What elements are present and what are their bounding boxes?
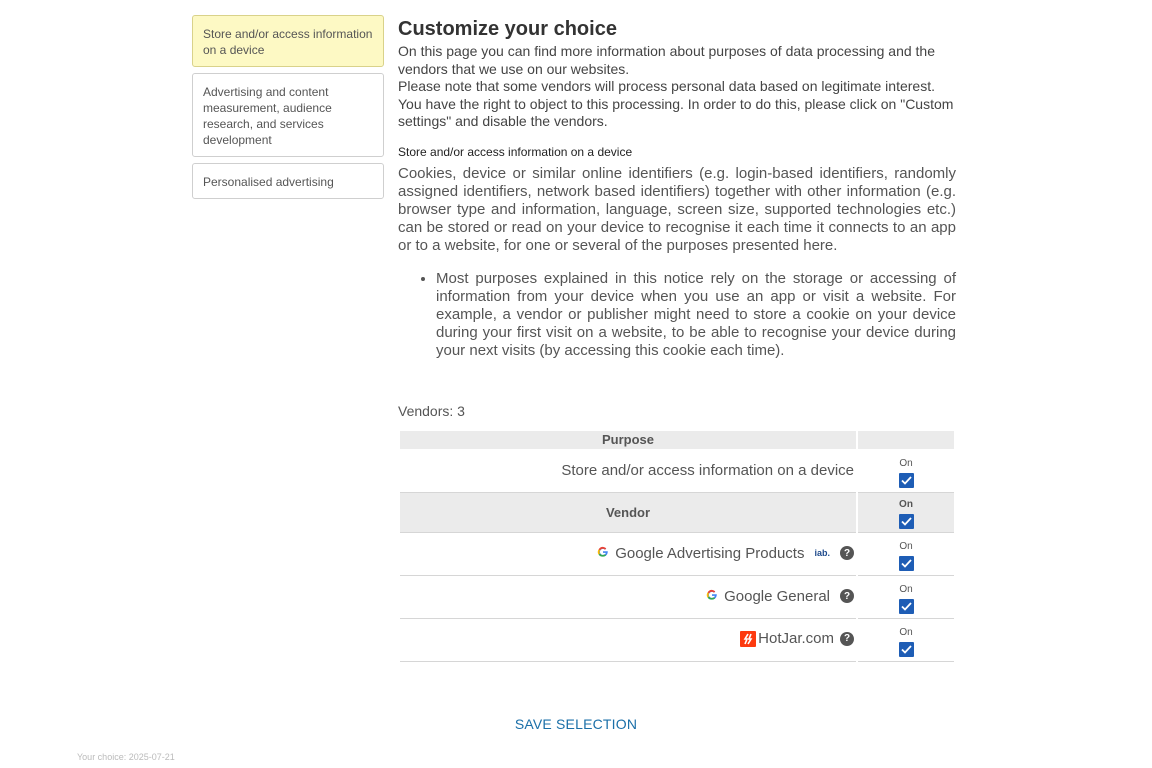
- intro-text: [398, 43, 956, 131]
- toggle-label: On: [899, 627, 913, 639]
- save-selection-button[interactable]: SAVE SELECTION: [514, 716, 638, 732]
- vendor-name: Google Advertising Products: [615, 544, 805, 562]
- purpose-toggle-cell: [858, 450, 954, 493]
- choice-date: Your choice: 2025-07-21: [77, 752, 175, 762]
- sidebar-item-label: Personalised advertising: [203, 175, 334, 189]
- vendor-toggle-all: [899, 499, 914, 529]
- checkmark-icon: [901, 476, 912, 485]
- sidebar-item-label: Store and/or access information on a device: [203, 27, 373, 57]
- purpose-checkbox[interactable]: [899, 473, 914, 488]
- purpose-bullet: • Most purposes explained in this notice rely on the storage or accessing of information from your device when you use an app or visit a website. For example, a vendor or publisher might need to store a cookie on your device during your first visit on a website, to be able to recognise your device during your next visits (by accessing this cookie each time).: [436, 270, 956, 361]
- vendor-checkbox[interactable]: [899, 556, 914, 571]
- sidebar-item-store-access[interactable]: [192, 15, 384, 67]
- vendor-toggle-all-cell: [858, 493, 954, 533]
- toggle-label: On: [899, 499, 913, 511]
- vendor-column-header: Vendor: [400, 493, 856, 533]
- toggle-column-header: [858, 431, 954, 450]
- sidebar-item-personalised-advertising[interactable]: [192, 163, 384, 199]
- vendors-count: Vendors: 3: [398, 402, 465, 419]
- toggle-label: On: [899, 584, 913, 596]
- iab-icon: iab.: [814, 548, 830, 559]
- checkmark-icon: [901, 559, 912, 568]
- vendor-name: Google General: [724, 587, 830, 605]
- vendor-name-cell: [400, 619, 856, 662]
- intro-paragraph-info: On this page you can find more information about purposes of data processing and the vendors that we use on our websites.: [398, 43, 936, 77]
- hotjar-logo-icon: [740, 631, 756, 647]
- vendor-checkbox[interactable]: [899, 599, 914, 614]
- section-heading: Store and/or access information on a device: [398, 144, 633, 159]
- sidebar-item-advertising-measurement[interactable]: [192, 73, 384, 157]
- vendor-toggle-cell: [858, 533, 954, 576]
- main-content: [398, 17, 956, 662]
- purpose-name: Store and/or access information on a device: [400, 450, 856, 493]
- help-icon[interactable]: ?: [840, 589, 854, 603]
- vendor-toggle: [899, 627, 914, 657]
- purpose-bullets: [398, 270, 956, 361]
- vendor-checkbox[interactable]: [899, 642, 914, 657]
- purpose-row: [400, 450, 954, 493]
- google-logo-icon: [597, 545, 609, 561]
- checkmark-icon: [901, 645, 912, 654]
- purpose-header-row: [400, 431, 954, 450]
- vendor-toggle-cell: [858, 619, 954, 662]
- google-logo-icon: [706, 588, 718, 604]
- checkmark-icon: [901, 517, 912, 526]
- vendor-header-row: [400, 493, 954, 533]
- purpose-column-header: Purpose: [400, 431, 856, 450]
- toggle-label: On: [899, 541, 913, 553]
- vendor-name-cell: [400, 576, 856, 619]
- page-title: Customize your choice: [398, 18, 617, 40]
- save-area: [0, 716, 1152, 734]
- checkmark-icon: [901, 602, 912, 611]
- vendor-name: HotJar.com: [758, 630, 834, 648]
- vendor-all-checkbox[interactable]: [899, 514, 914, 529]
- vendor-table: [398, 431, 956, 662]
- vendor-row: [400, 576, 954, 619]
- intro-paragraph-legitimate-interest: Please note that some vendors will process personal data based on legitimate interest. You have the right to object to this processing. In order to do this, please click on "Custom settings" and disable the vendors.: [398, 78, 954, 129]
- vendor-toggle: [899, 541, 914, 571]
- vendor-row: [400, 533, 954, 576]
- purpose-sidebar: [192, 15, 384, 205]
- vendor-row: [400, 619, 954, 662]
- toggle-label: On: [899, 458, 913, 470]
- help-icon[interactable]: ?: [840, 546, 854, 560]
- vendor-toggle: [899, 584, 914, 614]
- sidebar-item-label: Advertising and content measurement, audience research, and services development: [203, 85, 332, 147]
- vendor-name-cell: [400, 533, 856, 576]
- purpose-description: Cookies, device or similar online identifiers (e.g. login-based identifiers, randomly assigned identifiers, network based identifiers) together with other information (e.g. browser type and information, language, screen size, supported technologies etc.) can be stored or read on your device to recognise it each time it connects to an app or to a website, for one or several of the purposes presented here.: [398, 164, 956, 255]
- purpose-toggle: [899, 458, 914, 488]
- help-icon[interactable]: ?: [840, 632, 854, 646]
- vendor-toggle-cell: [858, 576, 954, 619]
